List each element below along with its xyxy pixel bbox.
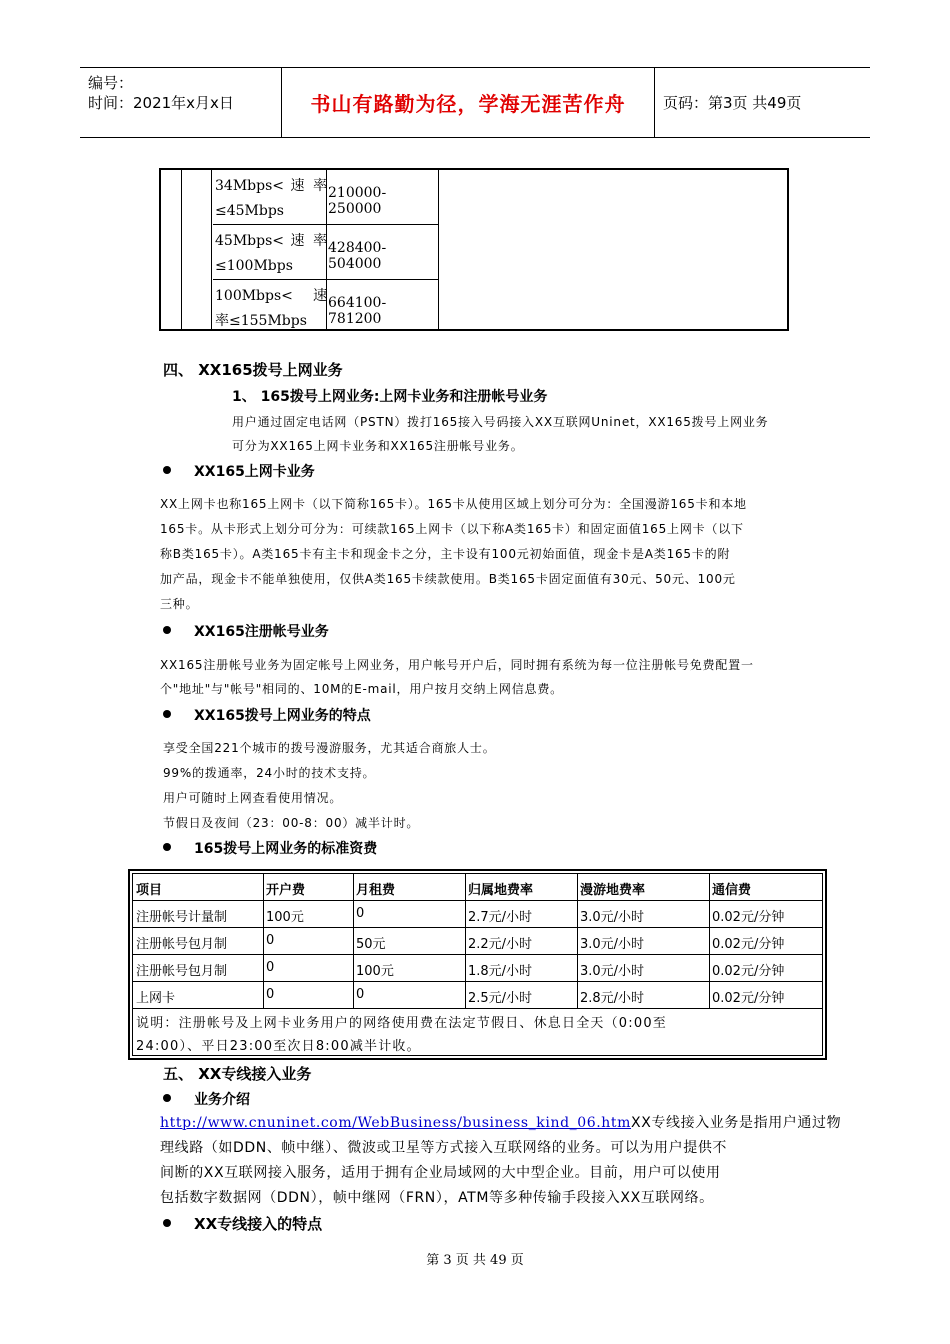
fee-note-line: 24:00）、平日23:00至次日8:00减半计收。: [136, 1039, 421, 1054]
intro-line: 用户通过固定电话网（PSTN）拨打165接入号码接入XX互联网Uninet，XX165拨号上网业务: [232, 415, 769, 429]
table-cell: 注册帐号计量制: [136, 910, 228, 925]
table-cell: 注册帐号包月制: [136, 937, 228, 952]
header-page-cell: [655, 68, 870, 137]
bullet-icon: [163, 843, 171, 851]
price-range: 664100-781200: [328, 295, 387, 327]
feature-line: 用户可随时上网查看使用情况。: [163, 791, 343, 805]
paragraph-line: 165卡。从卡形式上划分可分为：可续款165上网卡（以下称A类165卡）和固定面值165上网卡（以下: [160, 522, 744, 536]
speed-range: 34Mbps< 速 率≤45Mbps: [215, 178, 327, 219]
bullet-title: 业务介绍: [194, 1092, 250, 1108]
bullet-icon: [163, 466, 171, 474]
table-row: [213, 225, 439, 280]
fee-table-inner: [132, 873, 823, 1056]
bullet-title: XX165拨号上网业务的特点: [194, 708, 371, 724]
section4-heading: 四、 XX165拨号上网业务: [163, 361, 343, 379]
page-header: [80, 67, 870, 138]
table-cell: 3.0元/小时: [580, 964, 645, 979]
table-cell: 0.02元/分钟: [712, 910, 785, 925]
column-header: 开户费: [266, 883, 306, 898]
section4-subheading: 1、 165拨号上网业务:上网卡业务和注册帐号业务: [232, 389, 548, 405]
table-cell: 3.0元/小时: [580, 937, 645, 952]
table-cell: 0: [266, 933, 275, 948]
paragraph-text: XX专线接入业务是指用户通过物: [631, 1115, 842, 1131]
table-divider: [709, 874, 710, 1008]
column-header: 项目: [136, 883, 163, 898]
table-cell: 1.8元/小时: [468, 964, 533, 979]
table-cell: 注册帐号包月制: [136, 964, 228, 979]
table-divider: [211, 170, 212, 329]
price-range: 428400-504000: [328, 240, 387, 272]
bullet-icon: [163, 710, 171, 718]
paragraph-line: 包括数字数据网（DDN），帧中继网（FRN），ATM等多种传输手段接入XX互联网络。: [160, 1190, 714, 1206]
table-cell: 0: [266, 960, 275, 975]
table-cell: 2.7元/小时: [468, 910, 533, 925]
number-label: 编号：: [88, 74, 134, 92]
page-footer: 第 3 页 共 49 页: [426, 1253, 524, 1268]
column-header: 月租费: [356, 883, 396, 898]
table-cell: 2.2元/小时: [468, 937, 533, 952]
table-divider: [263, 874, 264, 1008]
table-divider: [353, 874, 354, 1008]
paragraph-line: 理线路（如DDN、帧中继）、微波或卫星等方式接入互联网络的业务。可以为用户提供不: [160, 1140, 728, 1156]
column-header: 漫游地费率: [580, 883, 646, 898]
table-cell: 100元: [266, 910, 304, 925]
bullet-icon: [163, 1219, 171, 1227]
table-cell: 2.5元/小时: [468, 991, 533, 1006]
paragraph-line: 三种。: [160, 597, 199, 611]
paragraph-line: 称B类165卡）。A类165卡有主卡和现金卡之分，主卡设有100元初始面值，现金卡是A类165卡的附: [160, 547, 731, 561]
intro-line: 可分为XX165上网卡业务和XX165注册帐号业务。: [232, 439, 524, 453]
intro-paragraph: [160, 1111, 841, 1136]
feature-line: 享受全国221个城市的拨号漫游服务，尤其适合商旅人士。: [163, 741, 496, 755]
bullet-title: XX165上网卡业务: [194, 464, 315, 480]
fee-table: [128, 869, 827, 1060]
section5-heading: 五、 XX专线接入业务: [163, 1065, 312, 1083]
table-row: [213, 280, 439, 335]
feature-line: 节假日及夜间（23：00-8：00）减半计时。: [163, 816, 420, 830]
feature-line: 99%的拨通率，24小时的技术支持。: [163, 766, 376, 780]
bullet-icon: [163, 1094, 171, 1102]
header-motto-cell: [282, 68, 655, 137]
table-divider: [577, 874, 578, 1008]
column-header: 通信费: [712, 883, 752, 898]
page-label: 页码：第3页 共49页: [663, 94, 802, 112]
table-cell: 上网卡: [136, 991, 176, 1006]
paragraph-line: XX上网卡也称165上网卡（以下简称165卡）。165卡从使用区域上划分可分为：全国漫游165卡和本地: [160, 497, 747, 511]
paragraph-line: XX165注册帐号业务为固定帐号上网业务，用户帐号开户后，同时拥有系统为每一位注册帐号免费配置一: [160, 658, 754, 672]
table-cell: 0: [266, 987, 275, 1002]
speed-range: 100Mbps< 速 率≤155Mbps: [215, 288, 327, 329]
table-cell: 100元: [356, 964, 394, 979]
table-cell: 0: [356, 987, 365, 1002]
column-header: 归属地费率: [468, 883, 534, 898]
table-cell: 50元: [356, 937, 386, 952]
bullet-title: 165拨号上网业务的标准资费: [194, 841, 378, 857]
table-cell: 0.02元/分钟: [712, 937, 785, 952]
paragraph-line: 间断的XX互联网接入服务，适用于拥有企业局域网的大中型企业。目前，用户可以使用: [160, 1165, 721, 1181]
table-cell: 3.0元/小时: [580, 910, 645, 925]
table-cell: 2.8元/小时: [580, 991, 645, 1006]
bullet-icon: [163, 626, 171, 634]
paragraph-line: 个"地址"与"帐号"相同的、10M的E-mail，用户按月交纳上网信息费。: [160, 682, 563, 696]
rate-table: [159, 168, 789, 331]
table-cell: 0.02元/分钟: [712, 964, 785, 979]
header-meta: [80, 68, 282, 137]
table-cell: 0: [356, 906, 365, 921]
speed-range: 45Mbps< 速 率≤100Mbps: [215, 233, 327, 274]
bullet-title: XX专线接入的特点: [194, 1215, 323, 1233]
time-label: 时间：2021年x月x日: [88, 94, 234, 112]
fee-note-line: 说明：注册帐号及上网卡业务用户的网络使用费在法定节假日、休息日全天（0:00至: [136, 1016, 667, 1031]
price-range: 210000-250000: [328, 185, 387, 217]
table-divider: [465, 874, 466, 1008]
table-cell: 0.02元/分钟: [712, 991, 785, 1006]
motto: 书山有路勤为径，学海无涯苦作舟: [310, 92, 626, 116]
table-divider: [181, 170, 182, 329]
paragraph-line: 加产品，现金卡不能单独使用，仅供A类165卡续款使用。B类165卡固定面值有30元、50元、100元: [160, 572, 736, 586]
fee-note: [136, 1012, 826, 1058]
bullet-title: XX165注册帐号业务: [194, 624, 329, 640]
table-row: [213, 170, 439, 225]
business-link[interactable]: http://www.cnuninet.com/WebBusiness/business_kind_06.htm: [160, 1115, 632, 1131]
